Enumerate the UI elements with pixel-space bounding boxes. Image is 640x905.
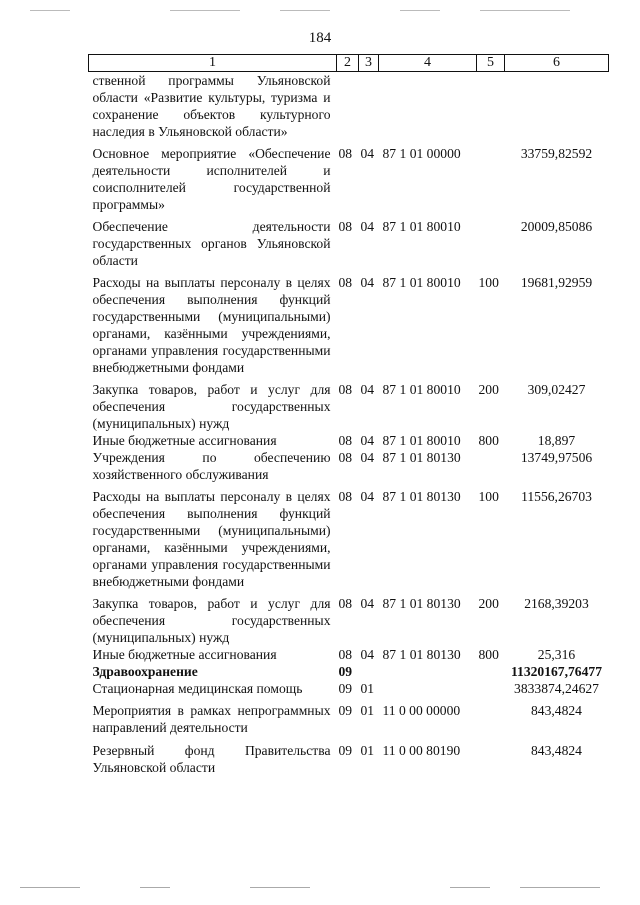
cell-c4 xyxy=(379,72,477,141)
cell-c6: 11320167,76477 xyxy=(510,664,602,679)
cell-name: Учреждения по обеспечению хозяйственного обслуживания xyxy=(92,450,331,482)
cell-c4: 87 1 01 80010 xyxy=(382,382,461,397)
header-col-3: 3 xyxy=(359,55,379,72)
cell-c5 xyxy=(477,213,505,269)
cell-c4 xyxy=(379,663,477,680)
cell-c3: 01 xyxy=(360,681,375,696)
cell-name: Расходы на выплаты персоналу в целях обеспечения выполнения функций государственными (муниципальными) органами, казёнными учреждениями, органами управления государственными внебюджетными фондами xyxy=(92,275,331,375)
table-row xyxy=(89,213,609,269)
cell-c2: 08 xyxy=(338,489,353,504)
table-row xyxy=(89,646,609,663)
cell-c4: 87 1 01 80010 xyxy=(382,219,461,234)
cell-c4: 11 0 00 80190 xyxy=(382,743,461,758)
cell-c6: 18,897 xyxy=(537,433,576,448)
cell-c5: 200 xyxy=(478,596,499,611)
cell-c5: 200 xyxy=(478,382,499,397)
cell-c2: 08 xyxy=(338,146,353,161)
cell-c6: 843,4824 xyxy=(531,743,582,758)
cell-c5 xyxy=(477,697,505,736)
cell-c3: 04 xyxy=(360,146,375,161)
cell-name: Мероприятия в рамках непрограммных направлений деятельности xyxy=(92,703,331,735)
cell-c3: 04 xyxy=(360,450,375,465)
cell-name: Стационарная медицинская помощь xyxy=(92,681,303,696)
cell-c3: 01 xyxy=(360,743,375,758)
cell-name: Резервный фонд Правительства Ульяновской области xyxy=(92,743,331,775)
cell-c2: 08 xyxy=(338,275,353,290)
header-col-4: 4 xyxy=(379,55,477,72)
cell-c2: 09 xyxy=(338,681,353,696)
cell-c3 xyxy=(359,72,379,141)
cell-c2: 09 xyxy=(338,664,353,679)
cell-c5 xyxy=(477,449,505,483)
table-row xyxy=(89,590,609,646)
cell-c4: 87 1 01 00000 xyxy=(382,146,461,161)
cell-c2 xyxy=(337,72,359,141)
cell-c2: 08 xyxy=(338,450,353,465)
cell-c6: 3833874,24627 xyxy=(514,681,599,696)
cell-c6: 13749,97506 xyxy=(520,450,593,465)
cell-c3: 04 xyxy=(360,596,375,611)
table-row xyxy=(89,432,609,449)
scan-artifact-top xyxy=(20,8,620,18)
cell-c6: 19681,92959 xyxy=(520,275,593,290)
cell-c5 xyxy=(477,663,505,680)
cell-c6: 11556,26703 xyxy=(521,489,592,504)
cell-c2: 08 xyxy=(338,433,353,448)
cell-c2: 08 xyxy=(338,382,353,397)
cell-name: Закупка товаров, работ и услуг для обеспечения государственных (муниципальных) нужд xyxy=(92,596,331,645)
cell-c2: 09 xyxy=(338,743,353,758)
header-col-2: 2 xyxy=(337,55,359,72)
cell-c3: 04 xyxy=(360,219,375,234)
cell-c2: 08 xyxy=(338,596,353,611)
budget-table xyxy=(88,54,609,776)
cell-c5 xyxy=(477,72,505,141)
page-number: 184 xyxy=(308,30,332,46)
table-row xyxy=(89,449,609,483)
cell-name: Обеспечение деятельности государственных органов Ульяновской области xyxy=(92,219,331,268)
table-row xyxy=(89,72,609,141)
cell-c6: 309,02427 xyxy=(527,382,586,397)
cell-c4: 87 1 01 80130 xyxy=(382,450,461,465)
cell-name: Здравоохранение xyxy=(92,664,198,679)
cell-c6: 2168,39203 xyxy=(524,596,589,611)
cell-c2: 09 xyxy=(338,703,353,718)
scan-artifact-bottom xyxy=(20,885,620,895)
cell-c4: 87 1 01 80130 xyxy=(382,596,461,611)
table-row xyxy=(89,483,609,590)
cell-c4: 87 1 01 80010 xyxy=(382,275,461,290)
cell-c3: 04 xyxy=(360,275,375,290)
cell-c4 xyxy=(379,680,477,697)
cell-c6: 843,4824 xyxy=(531,703,582,718)
table-row xyxy=(89,269,609,376)
table-row xyxy=(89,697,609,736)
header-col-6: 6 xyxy=(505,55,609,72)
cell-name: Иные бюджетные ассигнования xyxy=(92,433,277,448)
table-header-row xyxy=(89,55,609,72)
table-row xyxy=(89,376,609,432)
cell-c5: 800 xyxy=(478,433,499,448)
cell-c5 xyxy=(477,736,505,776)
cell-c3: 04 xyxy=(360,647,375,662)
cell-c3 xyxy=(359,663,379,680)
cell-c4: 87 1 01 80010 xyxy=(382,433,461,448)
cell-c5: 100 xyxy=(478,489,499,504)
cell-c2: 08 xyxy=(338,219,353,234)
header-col-1: 1 xyxy=(89,55,337,72)
cell-c6 xyxy=(505,72,609,141)
cell-c5: 100 xyxy=(478,275,499,290)
cell-c4: 11 0 00 00000 xyxy=(382,703,461,718)
table-row xyxy=(89,140,609,213)
cell-c6: 25,316 xyxy=(537,647,576,662)
cell-c4: 87 1 01 80130 xyxy=(382,647,461,662)
cell-c3: 04 xyxy=(360,433,375,448)
cell-name: Закупка товаров, работ и услуг для обеспечения государственных (муниципальных) нужд xyxy=(92,382,331,431)
cell-name: ственной программы Ульяновской области «Развитие культуры, туризма и сохранение объектов культурного наследия в Ульяновской области» xyxy=(92,73,331,139)
table-row xyxy=(89,680,609,697)
cell-c5 xyxy=(477,140,505,213)
cell-c3: 04 xyxy=(360,489,375,504)
table-row xyxy=(89,736,609,776)
cell-c4: 87 1 01 80130 xyxy=(382,489,461,504)
cell-c6: 33759,82592 xyxy=(520,146,593,161)
table-row xyxy=(89,663,609,680)
cell-c3: 01 xyxy=(360,703,375,718)
cell-c2: 08 xyxy=(338,647,353,662)
cell-c6: 20009,85086 xyxy=(520,219,593,234)
cell-name: Основное мероприятие «Обеспечение деятельности исполнителей и соисполнителей государственной программы» xyxy=(92,146,331,212)
cell-name: Расходы на выплаты персоналу в целях обеспечения выполнения функций государственными (муниципальными) органами, казёнными учреждениями, органами управления государственными внебюджетными фондами xyxy=(92,489,331,589)
header-col-5: 5 xyxy=(477,55,505,72)
cell-c5 xyxy=(477,680,505,697)
cell-name: Иные бюджетные ассигнования xyxy=(92,647,277,662)
cell-c3: 04 xyxy=(360,382,375,397)
cell-c5: 800 xyxy=(478,647,499,662)
